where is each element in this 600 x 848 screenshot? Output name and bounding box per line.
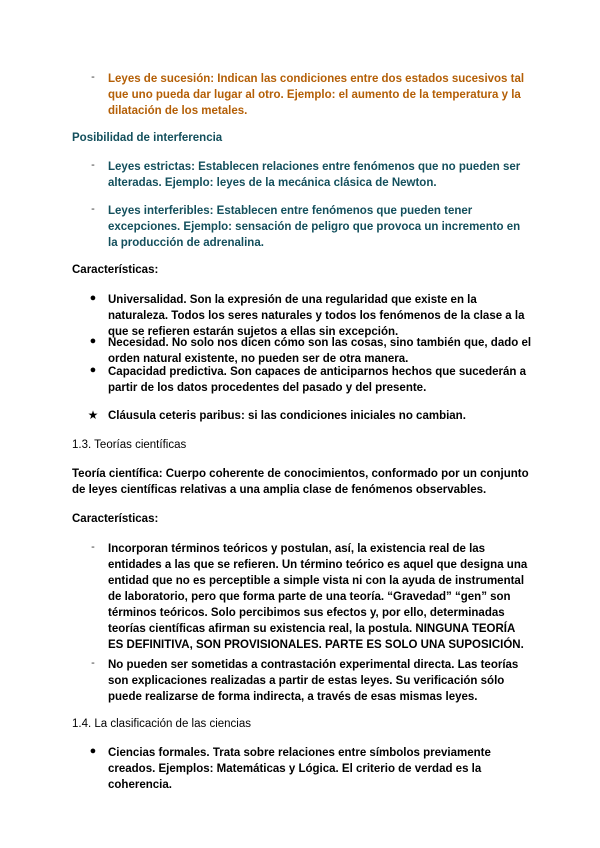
- dash-bullet: -: [91, 203, 95, 215]
- list-item: [91, 657, 532, 705]
- list-item-text: Leyes interferibles: Establecen entre fenómenos que pueden tener excepciones. Ejemplo: sensación de peligro que provoca un incremento en la producción de adrenalina.: [108, 205, 521, 249]
- list-item-text: Cláusula ceteris paribus: si las condiciones iniciales no cambian.: [108, 410, 466, 422]
- dash-bullet: -: [91, 541, 95, 553]
- heading-text: Posibilidad de interferencia: [72, 132, 223, 144]
- list-item: [91, 71, 532, 119]
- heading-text: 1.3. Teorías científicas: [72, 439, 187, 451]
- list-item-text: Necesidad. No solo nos dicen cómo son las cosas, sino también que, dado el orden natural existente, no pueden ser de otra manera.: [108, 337, 532, 365]
- list-item: [91, 159, 532, 191]
- list-item-text: Universalidad. Son la expresión de una regularidad que existe en la naturaleza. Todos los seres naturales y todos los fenómenos de la clase a la que se refieren estarán sujetos a ellas sin excepción.: [108, 294, 525, 338]
- list-item: [89, 292, 532, 340]
- dash-bullet: -: [91, 71, 95, 83]
- list-item-text: No pueden ser sometidas a contrastación experimental directa. Las teorías son explicaciones realizadas a partir de estas leyes. Su verificación sólo puede realizarse de forma indirecta, a través de esas mismas leyes.: [108, 659, 519, 703]
- section-heading: [72, 130, 532, 146]
- dot-bullet: ●: [89, 335, 97, 347]
- section-heading: [72, 437, 532, 453]
- list-item: [91, 203, 532, 251]
- list-item-text: Incorporan términos teóricos y postulan, así, la existencia real de las entidades a las que se refieren. Un término teórico es aquel que designa una entidad que no es perceptible a simple vista ni con la ayuda de instrumental de laboratorio, pero que forma parte de una teoría. “Gravedad” “gen” son términos teóricos. Solo percibimos sus efectos y, por ello, determinadas teorías científicas afirman su existencia real, la postula. NINGUNA TEORÍA ES DEFINITIVA, SON PROVISIONALES. PARTE ES SOLO UNA SUPOSICIÓN.: [108, 543, 528, 651]
- heading-text: Características:: [72, 513, 159, 525]
- list-item: [91, 541, 532, 653]
- list-item-text: Leyes estrictas: Establecen relaciones entre fenómenos que no pueden ser alteradas. Ejemplo: leyes de la mecánica clásica de Newton.: [108, 161, 521, 189]
- dot-bullet: ●: [89, 364, 97, 376]
- dash-bullet: -: [91, 657, 95, 669]
- heading-text: 1.4. La clasificación de las ciencias: [72, 718, 251, 730]
- list-item-text: Ciencias formales. Trata sobre relaciones entre símbolos previamente creados. Ejemplos: Matemáticas y Lógica. El criterio de verdad es la coherencia.: [108, 747, 491, 791]
- dot-bullet: ●: [89, 292, 97, 304]
- paragraph-text: Teoría científica: Cuerpo coherente de conocimientos, conformado por un conjunto de leyes científicas relativas a una amplia clase de fenómenos observables.: [72, 468, 529, 496]
- list-item: [89, 745, 532, 793]
- heading-text: Características:: [72, 264, 159, 276]
- paragraph: [72, 466, 532, 498]
- section-heading: [72, 262, 532, 278]
- star-bullet: ★: [87, 408, 99, 422]
- dot-bullet: ●: [89, 745, 97, 757]
- list-item: [89, 364, 532, 396]
- list-item-text: Capacidad predictiva. Son capaces de anticiparnos hechos que sucederán a partir de los datos procedentes del pasado y del presente.: [108, 366, 526, 394]
- list-item-text: Leyes de sucesión: Indican las condiciones entre dos estados sucesivos tal que uno pueda dar lugar al otro. Ejemplo: el aumento de la temperatura y la dilatación de los metales.: [108, 73, 525, 117]
- section-heading: [72, 716, 532, 732]
- list-item: [89, 335, 532, 367]
- section-heading: [72, 511, 532, 527]
- dash-bullet: -: [91, 159, 95, 171]
- list-item: [87, 408, 532, 424]
